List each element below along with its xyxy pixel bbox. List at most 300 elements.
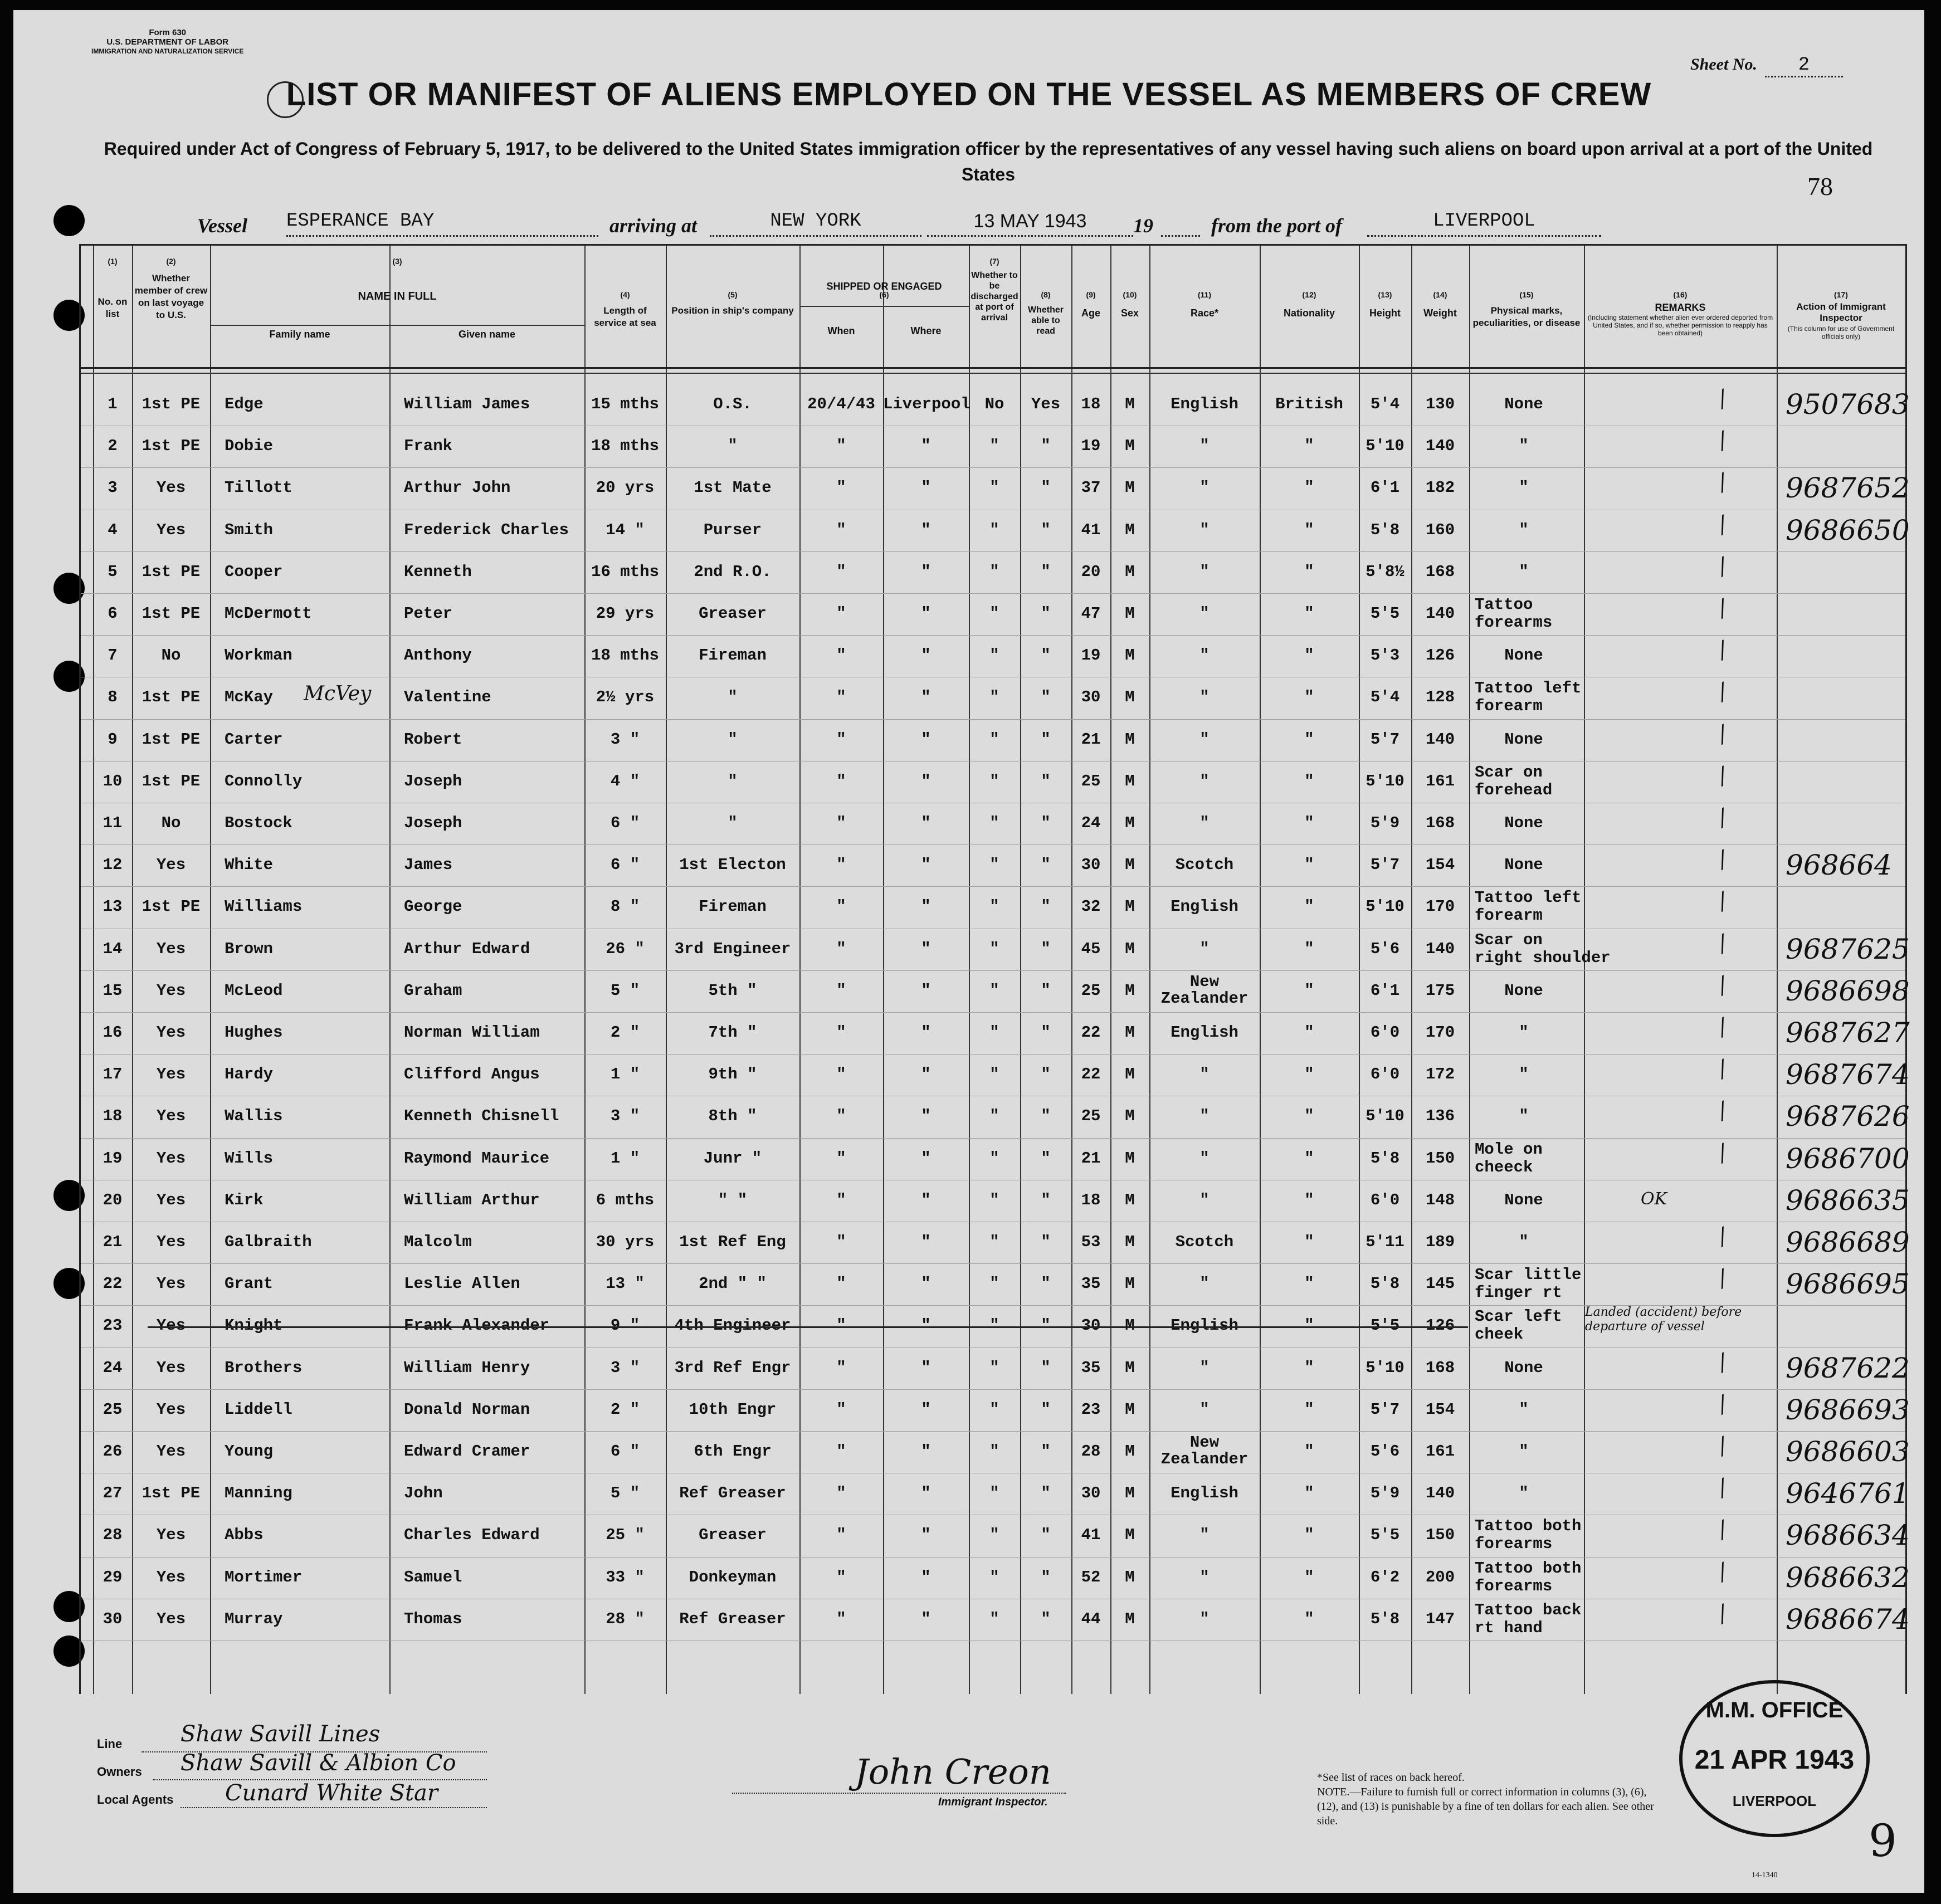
- cell-sex: M: [1125, 1190, 1135, 1209]
- cell-sex: M: [1125, 981, 1135, 1000]
- cell-age: 35: [1081, 1275, 1101, 1293]
- cell-crew: Yes: [156, 1609, 186, 1628]
- cell-race: ": [1199, 814, 1210, 832]
- agents-value: Cunard White Star: [225, 1780, 438, 1806]
- cell-crew: 1st PE: [142, 604, 201, 623]
- cell-nat: ": [1304, 1316, 1314, 1335]
- col-header-given: Given name: [458, 329, 516, 340]
- stamp-date: 21 APR 1943: [1694, 1745, 1855, 1775]
- cell-physical-marks: right shoulder: [1475, 948, 1611, 967]
- cell-no: 25: [103, 1400, 123, 1419]
- cell-nat: ": [1304, 1065, 1314, 1084]
- cell-when: ": [836, 730, 846, 749]
- cell-height: 5'11: [1365, 1233, 1404, 1251]
- cell-family: White: [225, 856, 274, 875]
- check-tick-icon: /: [1713, 1056, 1732, 1082]
- cell-when: 20/4/43: [807, 395, 875, 413]
- check-tick-icon: /: [1713, 1223, 1732, 1250]
- cell-age: 25: [1081, 981, 1101, 1000]
- cell-age: 25: [1081, 1107, 1101, 1126]
- form-service: IMMIGRATION AND NATURALIZATION SERVICE: [91, 47, 244, 55]
- cell-no: 29: [103, 1568, 123, 1586]
- cell-read: ": [1041, 772, 1051, 790]
- cell-inspector-action: 9686689: [1786, 1226, 1910, 1258]
- cell-sex: M: [1125, 1065, 1135, 1084]
- cell-age: 37: [1081, 479, 1101, 497]
- cell-crew: 1st PE: [142, 772, 201, 790]
- cell-sex: M: [1125, 897, 1135, 916]
- cell-read: ": [1041, 437, 1051, 456]
- cell-age: 35: [1081, 1358, 1101, 1377]
- cell-weight: 140: [1425, 730, 1455, 749]
- arrival-date: 13 MAY 1943: [927, 211, 1133, 237]
- cell-disch: ": [989, 646, 999, 665]
- cell-disch: ": [989, 1358, 999, 1377]
- cell-height: 6'1: [1370, 981, 1400, 1000]
- cell-when: ": [836, 1609, 846, 1628]
- cell-height: 5'8: [1370, 520, 1400, 539]
- cell-no: 23: [103, 1316, 123, 1335]
- cell-inspector-action: 9686693: [1786, 1393, 1910, 1426]
- cell-physical-marks: ": [1519, 479, 1529, 497]
- cell-physical-marks: Scar little: [1475, 1266, 1582, 1285]
- cell-sex: M: [1125, 1358, 1135, 1377]
- cell-family: Tillott: [225, 479, 292, 497]
- row-rule: [81, 1389, 1905, 1390]
- col-num: (8): [1041, 290, 1051, 299]
- cell-given: Raymond Maurice: [404, 1149, 550, 1168]
- manifest-page: [13, 10, 1924, 1893]
- col-num: (9): [1086, 290, 1096, 299]
- cell-weight: 161: [1425, 1442, 1455, 1461]
- cell-no: 8: [108, 688, 118, 707]
- cell-service: 6 ": [610, 856, 640, 875]
- cell-given: William Arthur: [404, 1190, 540, 1209]
- cell-disch: ": [989, 604, 999, 623]
- cell-service: 18 mths: [591, 646, 659, 665]
- cell-age: 19: [1081, 437, 1101, 456]
- cell-service: 3 ": [610, 730, 640, 749]
- cell-service: 6 ": [610, 814, 640, 832]
- cell-where: ": [921, 981, 931, 1000]
- cell-given: Norman William: [404, 1023, 540, 1042]
- cell-age: 28: [1081, 1442, 1101, 1461]
- cell-given: Frank: [404, 437, 453, 456]
- cell-nat: ": [1304, 520, 1314, 539]
- cell-family: Edge: [225, 395, 264, 413]
- col-header-nationality: Nationality: [1283, 307, 1335, 319]
- cell-physical-marks: forearm: [1475, 906, 1543, 925]
- cell-age: 20: [1081, 562, 1101, 581]
- cell-physical-marks: Tattoo both: [1475, 1517, 1582, 1536]
- cell-no: 24: [103, 1358, 123, 1377]
- cell-where: ": [921, 1609, 931, 1628]
- cell-read: ": [1041, 1400, 1051, 1419]
- col-num: (4): [620, 290, 630, 299]
- cell-physical-marks: ": [1519, 1065, 1529, 1084]
- cell-disch: ": [989, 730, 999, 749]
- cell-position: Junr ": [703, 1149, 762, 1168]
- cell-age: 41: [1081, 1526, 1101, 1545]
- cell-crew: 1st PE: [142, 395, 201, 413]
- cell-given: Graham: [404, 981, 462, 1000]
- cell-where: ": [921, 939, 931, 958]
- cell-when: ": [836, 1275, 846, 1293]
- cell-nat: ": [1304, 646, 1314, 665]
- cell-race: English: [1171, 1023, 1238, 1042]
- row-rule: [81, 1263, 1905, 1264]
- col-header-service: Length of service at sea: [594, 305, 656, 328]
- cell-inspector-action: 9507683: [1786, 388, 1910, 421]
- cell-when: ": [836, 1442, 846, 1461]
- cell-inspector-action: 9687626: [1786, 1100, 1910, 1133]
- cell-height: 5'7: [1370, 730, 1400, 749]
- cell-position: 8th ": [708, 1107, 757, 1126]
- cell-when: ": [836, 1023, 846, 1042]
- cell-disch: ": [989, 1400, 999, 1419]
- cell-crew: Yes: [156, 1107, 186, 1126]
- cell-disch: ": [989, 479, 999, 497]
- check-tick-icon: /: [1713, 846, 1732, 873]
- cell-given: Frank Alexander: [404, 1316, 550, 1335]
- cell-read: ": [1041, 981, 1051, 1000]
- cell-family: McLeod: [225, 981, 283, 1000]
- cell-position: Purser: [703, 520, 762, 539]
- cell-no: 27: [103, 1484, 123, 1503]
- cell-read: ": [1041, 1065, 1051, 1084]
- cell-crew: Yes: [156, 981, 186, 1000]
- cell-position: 10th Engr: [689, 1400, 777, 1419]
- cell-physical-marks: Mole on: [1475, 1140, 1543, 1159]
- page-number: 9: [1869, 1815, 1897, 1867]
- cell-read: ": [1041, 479, 1051, 497]
- check-tick-icon: /: [1713, 804, 1732, 831]
- cell-race: ": [1199, 479, 1210, 497]
- row-rule: [81, 1431, 1905, 1432]
- cell-crew: Yes: [156, 1023, 186, 1042]
- line-value: Shaw Savill Lines: [181, 1721, 381, 1747]
- cell-crew: 1st PE: [142, 688, 201, 707]
- cell-where: Liverpool: [883, 395, 970, 413]
- cell-nat: ": [1304, 562, 1314, 581]
- cell-sex: M: [1125, 1609, 1135, 1628]
- cell-crew: Yes: [156, 856, 186, 875]
- cell-crew: 1st PE: [142, 897, 201, 916]
- cell-sex: M: [1125, 479, 1135, 497]
- cell-position: ": [728, 688, 738, 707]
- cell-race: ": [1199, 604, 1210, 623]
- cell-crew: Yes: [156, 1526, 186, 1545]
- page-title: LIST OR MANIFEST OF ALIENS EMPLOYED ON THE VESSEL AS MEMBERS OF CREW: [286, 76, 1652, 113]
- col-num: (7): [989, 257, 999, 266]
- cell-physical-marks: None: [1504, 981, 1543, 1000]
- cell-physical-marks: None: [1504, 814, 1543, 832]
- cell-nat: ": [1304, 688, 1314, 707]
- cell-given: Joseph: [404, 772, 462, 790]
- cell-weight: 150: [1425, 1149, 1455, 1168]
- cell-position: Ref Greaser: [679, 1484, 786, 1503]
- cell-when: ": [836, 646, 846, 665]
- cell-physical-marks: None: [1504, 856, 1543, 875]
- cell-crew: Yes: [156, 1568, 186, 1586]
- crew-table: [79, 244, 1910, 1694]
- col-num: (12): [1302, 290, 1316, 299]
- cell-read: ": [1041, 1107, 1051, 1126]
- cell-sex: M: [1125, 1526, 1135, 1545]
- cell-sex: M: [1125, 1107, 1135, 1126]
- cell-sex: M: [1125, 437, 1135, 456]
- col-header-read: Whether able to read: [1028, 305, 1064, 336]
- cell-height: 5'8: [1370, 1609, 1400, 1628]
- cell-age: 30: [1081, 856, 1101, 875]
- cell-family: Brothers: [225, 1358, 303, 1377]
- cell-when: ": [836, 981, 846, 1000]
- cell-given: Kenneth: [404, 562, 472, 581]
- check-tick-icon: /: [1713, 553, 1732, 580]
- sheet-label: Sheet No.: [1690, 55, 1757, 74]
- sheet-number: [1690, 55, 1843, 77]
- cell-no: 4: [108, 520, 118, 539]
- voyage-line: [13, 205, 1924, 244]
- cell-weight: 168: [1425, 814, 1455, 832]
- col-header-name: NAME IN FULL: [358, 290, 437, 302]
- cell-crew: Yes: [156, 1442, 186, 1461]
- cell-service: 30 yrs: [596, 1233, 655, 1251]
- col-num: (13): [1378, 290, 1392, 299]
- cell-inspector-action: 9686603: [1786, 1436, 1910, 1468]
- cell-age: 23: [1081, 1400, 1101, 1419]
- cell-read: ": [1041, 814, 1051, 832]
- cell-sex: M: [1125, 1149, 1135, 1168]
- cell-physical-marks: cheeck: [1475, 1158, 1533, 1176]
- cell-weight: 160: [1425, 520, 1455, 539]
- cell-service: 5 ": [610, 1484, 640, 1503]
- cell-when: ": [836, 1107, 846, 1126]
- cell-weight: 147: [1425, 1609, 1455, 1628]
- cell-age: 21: [1081, 730, 1101, 749]
- col-header-physical: Physical marks, peculiarities, or disease: [1472, 305, 1581, 328]
- col-header-sex: Sex: [1120, 307, 1139, 319]
- cell-weight: 126: [1425, 646, 1455, 665]
- cell-weight: 189: [1425, 1233, 1455, 1251]
- cell-nat: ": [1304, 1358, 1314, 1377]
- cell-inspector-action: 9646761: [1786, 1477, 1910, 1510]
- cell-where: ": [921, 688, 931, 707]
- cell-read: ": [1041, 1233, 1051, 1251]
- cell-inspector-action: 9686634: [1786, 1519, 1910, 1552]
- col-num: (1): [108, 257, 118, 266]
- cell-where: ": [921, 1065, 931, 1084]
- cell-service: 1 ": [610, 1065, 640, 1084]
- check-tick-icon: /: [1713, 888, 1732, 915]
- check-tick-icon: /: [1713, 1391, 1732, 1418]
- cell-where: ": [921, 856, 931, 875]
- cell-sex: M: [1125, 562, 1135, 581]
- cell-when: ": [836, 1233, 846, 1251]
- cell-disch: ": [989, 437, 999, 456]
- cell-weight: 140: [1425, 939, 1455, 958]
- col-header-action-note: (This column for use of Government officials only): [1787, 325, 1895, 340]
- cell-nat: ": [1304, 1023, 1314, 1042]
- cell-age: 24: [1081, 814, 1101, 832]
- cell-physical-marks: None: [1504, 730, 1543, 749]
- cell-given: John: [404, 1484, 443, 1503]
- cell-race: New Zealander: [1160, 1433, 1249, 1468]
- cell-physical-marks: ": [1519, 1484, 1529, 1503]
- cell-height: 5'10: [1365, 1358, 1404, 1377]
- cell-service: 26 ": [606, 939, 645, 958]
- cell-given: Valentine: [404, 688, 491, 707]
- cell-weight: 170: [1425, 1023, 1455, 1042]
- cell-position: " ": [718, 1190, 748, 1209]
- cell-nat: ": [1304, 856, 1314, 875]
- arriving-label: arriving at: [609, 214, 698, 237]
- cell-where: ": [921, 479, 931, 497]
- cell-when: ": [836, 1065, 846, 1084]
- cell-weight: 145: [1425, 1275, 1455, 1293]
- cell-race: ": [1199, 1609, 1210, 1628]
- cell-physical-marks: ": [1519, 1107, 1529, 1126]
- cell-disch: ": [989, 1275, 999, 1293]
- cell-family: Workman: [225, 646, 292, 665]
- cell-family: Wills: [225, 1149, 274, 1168]
- cell-nat: ": [1304, 1107, 1314, 1126]
- cell-inspector-action: 9686635: [1786, 1184, 1910, 1217]
- check-tick-icon: /: [1713, 930, 1732, 957]
- cell-no: 1: [108, 395, 118, 413]
- cell-physical-marks: ": [1519, 1233, 1529, 1251]
- cell-age: 44: [1081, 1609, 1101, 1628]
- col-header-family: Family name: [269, 329, 330, 340]
- cell-race: ": [1199, 1190, 1210, 1209]
- year-value: [1161, 211, 1200, 237]
- cell-sex: M: [1125, 1484, 1135, 1503]
- cell-physical-marks: Scar on: [1475, 930, 1543, 949]
- sheet-value: 2: [1765, 55, 1843, 77]
- cell-height: 5'9: [1370, 1484, 1400, 1503]
- cell-given: Clifford Angus: [404, 1065, 540, 1084]
- cell-age: 18: [1081, 395, 1101, 413]
- cell-disch: ": [989, 688, 999, 707]
- check-tick-icon: /: [1713, 595, 1732, 622]
- cell-physical-marks: Tattoo both: [1475, 1559, 1582, 1578]
- cell-race: ": [1199, 562, 1210, 581]
- cell-age: 30: [1081, 688, 1101, 707]
- cell-family: Connolly: [225, 772, 303, 790]
- cell-where: ": [921, 814, 931, 832]
- cell-race: Scotch: [1175, 856, 1234, 875]
- cell-height: 5'5: [1370, 1526, 1400, 1545]
- cell-physical-marks: Scar left: [1475, 1307, 1562, 1326]
- cell-when: ": [836, 897, 846, 916]
- inspector-label: Immigrant Inspector.: [938, 1796, 1048, 1808]
- cell-height: 5'10: [1365, 1107, 1404, 1126]
- cell-age: 52: [1081, 1568, 1101, 1586]
- cell-physical-marks: None: [1504, 646, 1543, 665]
- col-num: (3): [392, 257, 402, 266]
- cell-family: Liddell: [225, 1400, 292, 1419]
- cell-given: Anthony: [404, 646, 472, 665]
- cell-race: ": [1199, 646, 1210, 665]
- cell-service: 6 mths: [596, 1190, 655, 1209]
- cell-no: 2: [108, 437, 118, 456]
- col-header-no: No. on list: [97, 296, 128, 319]
- cell-crew: Yes: [156, 520, 186, 539]
- cell-nat: ": [1304, 1190, 1314, 1209]
- cell-sex: M: [1125, 1275, 1135, 1293]
- cell-height: 5'10: [1365, 897, 1404, 916]
- cell-no: 14: [103, 939, 123, 958]
- cell-weight: 130: [1425, 395, 1455, 413]
- cell-service: 15 mths: [591, 395, 659, 413]
- cell-no: 15: [103, 981, 123, 1000]
- cell-age: 25: [1081, 772, 1101, 790]
- cell-no: 26: [103, 1442, 123, 1461]
- cell-given: Edward Cramer: [404, 1442, 530, 1461]
- cell-service: 2½ yrs: [596, 688, 655, 707]
- cell-when: ": [836, 562, 846, 581]
- cell-height: 5'9: [1370, 814, 1400, 832]
- cell-nat: ": [1304, 897, 1314, 916]
- cell-service: 29 yrs: [596, 604, 655, 623]
- cell-inspector-action: 9687652: [1786, 472, 1910, 505]
- cell-nat: ": [1304, 604, 1314, 623]
- cell-disch: ": [989, 897, 999, 916]
- cell-no: 9: [108, 730, 118, 749]
- cell-crew: Yes: [156, 1190, 186, 1209]
- cell-crew: Yes: [156, 1275, 186, 1293]
- cell-when: ": [836, 520, 846, 539]
- check-tick-icon: /: [1713, 1265, 1732, 1292]
- cell-physical-marks: finger rt: [1475, 1283, 1562, 1302]
- cell-race: ": [1199, 939, 1210, 958]
- cell-read: ": [1041, 939, 1051, 958]
- cell-disch: ": [989, 981, 999, 1000]
- cell-sex: M: [1125, 1568, 1135, 1586]
- cell-when: ": [836, 856, 846, 875]
- cell-height: 5'10: [1365, 437, 1404, 456]
- cell-weight: 140: [1425, 604, 1455, 623]
- cell-sex: M: [1125, 772, 1135, 790]
- cell-position: Greaser: [699, 604, 767, 623]
- cell-race: English: [1171, 1316, 1238, 1335]
- col-header-when: When: [827, 325, 855, 336]
- cell-no: 6: [108, 604, 118, 623]
- cell-age: 47: [1081, 604, 1101, 623]
- check-tick-icon: /: [1713, 1433, 1732, 1459]
- cell-when: ": [836, 1358, 846, 1377]
- cell-position: ": [728, 437, 738, 456]
- cell-where: ": [921, 1400, 931, 1419]
- cell-service: 18 mths: [591, 437, 659, 456]
- row-rule: [81, 970, 1905, 971]
- cell-position: Greaser: [699, 1526, 767, 1545]
- cell-inspector-action: 9687674: [1786, 1058, 1910, 1091]
- cell-physical-marks: None: [1504, 395, 1543, 413]
- cell-given: Malcolm: [404, 1233, 472, 1251]
- cell-physical-marks: ": [1519, 437, 1529, 456]
- check-tick-icon: /: [1713, 427, 1732, 454]
- cell-height: 5'7: [1370, 1400, 1400, 1419]
- cell-service: 3 ": [610, 1358, 640, 1377]
- cell-family: Smith: [225, 520, 274, 539]
- cell-family: Dobie: [225, 437, 274, 456]
- cell-no: 7: [108, 646, 118, 665]
- cell-read: ": [1041, 1149, 1051, 1168]
- check-tick-icon: /: [1713, 972, 1732, 999]
- header-rule: [210, 325, 584, 326]
- row-rule: [81, 635, 1905, 636]
